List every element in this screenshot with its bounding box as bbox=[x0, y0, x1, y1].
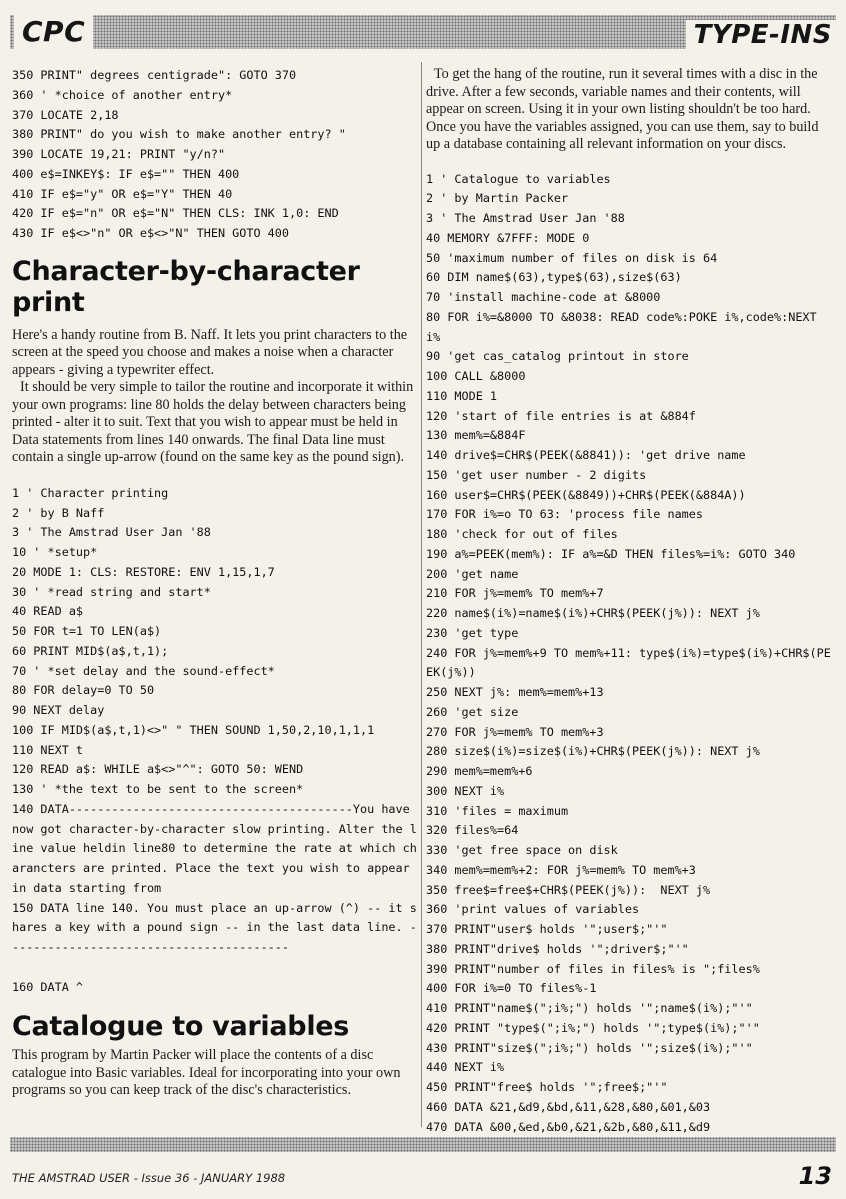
article2-intro: This program by Martin Packer will place the contents of a disc catalogue into Basic variables. Ideal for incorporating into your own programs so you can keep track of the disc's characteristics. bbox=[12, 1047, 401, 1099]
code-line: 460 DATA &21,&d9,&bd,&11,&28,&80,&01,&03 bbox=[426, 1099, 711, 1114]
code-line: 400 e$=INKEY$: IF e$="" THEN 400 bbox=[12, 166, 240, 181]
code-line: 90 NEXT delay bbox=[12, 703, 105, 717]
code-line: 160 DATA ^ bbox=[12, 979, 84, 994]
code-line: 120 READ a$: WHILE a$<>"^": GOTO 50: WEND bbox=[12, 762, 304, 777]
code-line: 280 size$(i%)=size$(i%)+CHR$(PEEK(j%)): NEXT j% bbox=[426, 744, 760, 759]
code-line: 60 PRINT MID$(a$,t,1); bbox=[12, 643, 169, 658]
right-column bbox=[426, 66, 834, 1137]
code-line: 470 DATA &00,&ed,&b0,&21,&2b,&80,&11,&d9 bbox=[426, 1119, 711, 1134]
code-line: 390 PRINT"number of files in files% is ";files% bbox=[426, 961, 760, 976]
code-line: 430 IF e$<>"n" OR e$<>"N" THEN GOTO 400 bbox=[12, 226, 289, 240]
code-line: 250 NEXT j%: mem%=mem%+13 bbox=[426, 685, 604, 699]
code-line: 50 'maximum number of files on disk is 64 bbox=[426, 250, 718, 265]
page-number: 13 bbox=[798, 1162, 832, 1190]
code-line: 350 free$=free$+CHR$(PEEK(j%)): NEXT j% bbox=[426, 882, 711, 897]
code-line: 50 FOR t=1 TO LEN(a$) bbox=[12, 624, 162, 638]
code-line: 60 DIM name$(63),type$(63),size$(63) bbox=[426, 270, 682, 285]
code-line: 340 mem%=mem%+2: FOR j%=mem% TO mem%+3 bbox=[426, 862, 696, 877]
code-line: 170 FOR i%=o TO 63: 'process file names bbox=[426, 507, 703, 522]
article2-body-text: To get the hang of the routine, run it several times with a disc in the drive. After a few seconds, variable names and their contents, will appear on screen. Using it in your own listing shouldn't be too hard. Once you have the variables assigned, you can use them, say to build up a database containing all relevant information on your discs. bbox=[426, 66, 819, 152]
listing-continuation bbox=[12, 66, 417, 244]
code-line: 420 IF e$="n" OR e$="N" THEN CLS: INK 1,0: END bbox=[12, 206, 339, 221]
code-line: 200 'get name bbox=[426, 566, 519, 581]
code-line: 110 NEXT t bbox=[12, 742, 84, 757]
footer-band bbox=[10, 1137, 836, 1152]
code-line: 350 PRINT" degrees centigrade": GOTO 370 bbox=[12, 68, 297, 82]
category-label: TYPE-INS bbox=[686, 20, 840, 50]
code-line: 3 ' The Amstrad User Jan '88 bbox=[426, 211, 625, 225]
article1-body-text: It should be very simple to tailor the routine and incorporate it within your own programs: line 80 holds the delay between characters being printed - alter it to suit. Text that you wish to appear must be held in Data statements from lines 140 onwards. The final Data line must contain a single up-arrow (found on the same key as the pound sign). bbox=[12, 379, 414, 466]
code-line: 2 ' by Martin Packer bbox=[426, 191, 569, 206]
code-line: 90 'get cas_catalog printout in store bbox=[426, 349, 689, 364]
code-line: 70 'install machine-code at &8000 bbox=[426, 290, 661, 304]
code-line: 130 mem%=&884F bbox=[426, 428, 526, 443]
code-line: 110 MODE 1 bbox=[426, 388, 498, 403]
code-line: 1 ' Character printing bbox=[12, 485, 169, 500]
code-line: 140 drive$=CHR$(PEEK(&8841)): 'get drive name bbox=[426, 448, 746, 462]
code-line: 80 FOR delay=0 TO 50 bbox=[12, 683, 155, 698]
article2-body bbox=[426, 66, 834, 154]
publication-info: THE AMSTRAD USER - Issue 36 - JANUARY 1988 bbox=[12, 1171, 286, 1185]
code-line: 160 user$=CHR$(PEEK(&8849))+CHR$(PEEK(&884A)) bbox=[426, 487, 746, 502]
article-title-catalogue: Catalogue to variables bbox=[12, 1011, 350, 1043]
code-line: 1 ' Catalogue to variables bbox=[426, 171, 611, 186]
code-line: 130 ' *the text to be sent to the screen* bbox=[12, 782, 304, 796]
section-label: CPC bbox=[14, 15, 93, 49]
code-line: 180 'check for out of files bbox=[426, 527, 618, 541]
code-line: 70 ' *set delay and the sound-effect* bbox=[12, 663, 275, 678]
code-line: 360 ' *choice of another entry* bbox=[12, 87, 233, 102]
code-line: 450 PRINT"free$ holds '";free$;"'" bbox=[426, 1080, 668, 1094]
code-line: 80 FOR i%=&8000 TO &8038: READ code%:POKE i%,code%:NEXT i% bbox=[426, 309, 824, 344]
code-line: 20 MODE 1: CLS: RESTORE: ENV 1,15,1,7 bbox=[12, 564, 275, 579]
code-line: 260 'get size bbox=[426, 704, 519, 719]
code-line: 390 LOCATE 19,21: PRINT "y/n?" bbox=[12, 147, 226, 161]
catalogue-listing bbox=[426, 170, 834, 1138]
code-line: 210 FOR j%=mem% TO mem%+7 bbox=[426, 586, 604, 601]
code-line: 220 name$(i%)=name$(i%)+CHR$(PEEK(j%)): NEXT j% bbox=[426, 606, 760, 620]
code-line: 300 NEXT i% bbox=[426, 783, 505, 798]
code-line: 410 IF e$="y" OR e$="Y" THEN 40 bbox=[12, 186, 233, 201]
code-line: 380 PRINT" do you wish to make another entry? " bbox=[12, 127, 346, 142]
code-line: 370 PRINT"user$ holds '";user$;"'" bbox=[426, 922, 668, 936]
code-line: 150 DATA line 140. You must place an up-arrow (^) -- it shares a key with a pound sign -- in the last data line. ---------------------------------------- bbox=[12, 900, 417, 954]
code-line: 360 'print values of variables bbox=[426, 902, 640, 917]
code-line: 240 FOR j%=mem%+9 TO mem%+11: type$(i%)=type$(i%)+CHR$(PEEK(j%)) bbox=[426, 645, 831, 680]
code-line: 410 PRINT"name$(";i%;") holds '";name$(i%);"'" bbox=[426, 1001, 753, 1015]
code-line: 40 MEMORY &7FFF: MODE 0 bbox=[426, 230, 590, 245]
code-line: 310 'files = maximum bbox=[426, 803, 569, 818]
code-line: 140 DATA----------------------------------------You have now got character-by-character slow printing. Alter the line value heldin line80 to determine the rate at which charancters are printed. Place the text you wish to appear in data starting from bbox=[12, 801, 417, 895]
code-line: 3 ' The Amstrad User Jan '88 bbox=[12, 525, 211, 540]
code-line: 100 IF MID$(a$,t,1)<>" " THEN SOUND 1,50,2,10,1,1,1 bbox=[12, 722, 375, 737]
title-line-1: Character-by-character bbox=[12, 255, 360, 287]
code-line: 330 'get free space on disk bbox=[426, 843, 618, 857]
code-line: 100 CALL &8000 bbox=[426, 369, 526, 383]
code-line: 230 'get type bbox=[426, 625, 519, 640]
column-divider bbox=[421, 62, 422, 1127]
code-line: 420 PRINT "type$(";i%;") holds '";type$(i%);"'" bbox=[426, 1020, 760, 1035]
character-print-listing bbox=[12, 484, 417, 998]
code-line: 440 NEXT i% bbox=[426, 1060, 505, 1075]
article1-intro: Here's a handy routine from B. Naff. It lets you print characters to the screen at the speed you choose and makes a noise when a character appears - giving a typewriter effect. bbox=[12, 326, 408, 378]
code-line: 290 mem%=mem%+6 bbox=[426, 764, 533, 778]
header-band bbox=[10, 15, 836, 49]
code-line: 370 LOCATE 2,18 bbox=[12, 107, 119, 122]
article1-body bbox=[12, 379, 417, 467]
title-line-2: print bbox=[12, 286, 85, 318]
code-line: 190 a%=PEEK(mem%): IF a%=&D THEN files%=i%: GOTO 340 bbox=[426, 546, 796, 561]
code-line: 2 ' by B Naff bbox=[12, 505, 105, 520]
article-title-character-print bbox=[12, 256, 417, 318]
code-line bbox=[12, 958, 417, 978]
code-line: 270 FOR j%=mem% TO mem%+3 bbox=[426, 724, 604, 739]
left-column bbox=[12, 66, 417, 1100]
code-line: 320 files%=64 bbox=[426, 823, 519, 838]
code-line: 40 READ a$ bbox=[12, 604, 84, 619]
code-line: 430 PRINT"size$(";i%;") holds '";size$(i%);"'" bbox=[426, 1040, 753, 1055]
code-line: 10 ' *setup* bbox=[12, 545, 98, 559]
code-line: 30 ' *read string and start* bbox=[12, 584, 211, 599]
code-line: 400 FOR i%=0 TO files%-1 bbox=[426, 981, 597, 996]
code-line: 380 PRINT"drive$ holds '";driver$;"'" bbox=[426, 941, 689, 956]
code-line: 120 'start of file entries is at &884f bbox=[426, 408, 696, 423]
code-line: 150 'get user number - 2 digits bbox=[426, 467, 647, 482]
